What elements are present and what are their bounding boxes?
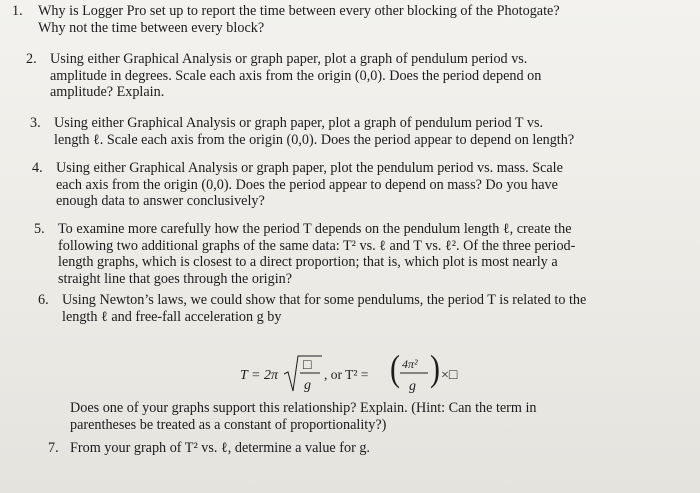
question-line: Using either Graphical Analysis or graph paper, plot a graph of pendulum period T vs. [54,115,544,131]
question-2 [26,51,686,101]
question-line: Using either Graphical Analysis or graph paper, plot a graph of pendulum period vs. [50,51,528,67]
question-line: each axis from the origin (0,0). Does the period appear to depend on mass? Do you have [56,176,558,193]
question-7 [48,440,668,457]
open-paren: ( [390,352,400,390]
question-line: Why is Logger Pro set up to report the time between every other blocking of the Photogate? [38,3,560,19]
question-line: length ℓ and free-fall acceleration g by [62,308,282,325]
formula-times-box: ×□ [441,368,458,383]
question-line: length ℓ. Scale each axis from the origin (0,0). Does the period appear to depend on length? [54,131,575,148]
question-line: amplitude? Explain. [50,84,165,101]
question-text [70,440,668,457]
question-number: 5. [34,221,45,237]
formula-four-pi-sq: 4π² [402,357,418,371]
question-line: parentheses be treated as a constant of proportionality?) [70,416,387,433]
question-line: length graphs, which is closest to a direct proportion; that is, which plot is most nearly a [58,254,558,271]
question-line: following two additional graphs of the same data: T² vs. ℓ and T vs. ℓ². Of the three period- [58,237,576,254]
question-line: Does one of your graphs support this relationship? Explain. (Hint: Can the term in [70,400,537,416]
formula-or: , or T² = [324,367,369,382]
question-text [38,3,692,36]
formula-g: g [304,378,311,393]
formula-t-eq: T = 2π [240,368,278,383]
question-number: 3. [30,115,41,131]
question-number: 1. [12,3,23,19]
question-4 [32,160,672,210]
question-line: To examine more carefully how the period T depends on the pendulum length ℓ, create the [58,221,572,237]
formula-g: g [409,379,416,394]
question-line: Why not the time between every block? [38,19,265,36]
close-paren: ) [430,352,440,390]
question-line: enough data to answer conclusively? [56,193,265,210]
question-line: straight line that goes through the origin? [58,270,293,287]
question-number: 7. [48,440,59,456]
question-text [62,292,674,325]
question-line: amplitude in degrees. Scale each axis from the origin (0,0). Does the period depend on [50,67,542,84]
question-line: Using either Graphical Analysis or graph paper, plot the pendulum period vs. mass. Scale [56,160,563,176]
pendulum-period-formula [240,352,480,398]
formula-box: □ [303,358,312,373]
question-line: Using Newton’s laws, we could show that for some pendulums, the period T is related to the [62,292,587,308]
question-number: 2. [26,51,37,67]
question-3 [30,115,690,148]
question-number: 6. [38,292,49,308]
question-6 [38,292,674,325]
question-5 [34,221,674,287]
question-6-continuation [70,400,670,433]
question-number: 4. [32,160,43,176]
question-line: From your graph of T² vs. ℓ, determine a value for g. [70,440,370,456]
question-text [50,51,686,101]
question-text [56,160,672,210]
question-text [54,115,690,148]
question-1 [12,3,692,36]
question-text [58,221,674,287]
